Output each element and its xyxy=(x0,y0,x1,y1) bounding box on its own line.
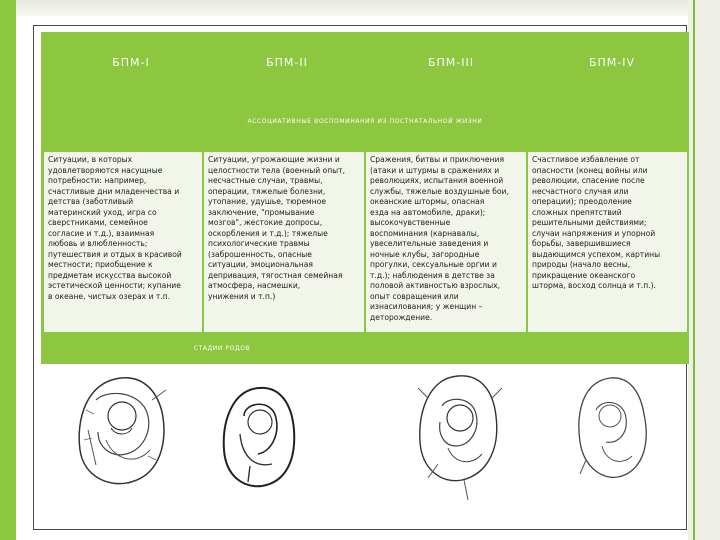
cell-text-bpm3: Сражения, битвы и приключения (атаки и штурмы в сражениях и революциях, испытания военной службы, тяжелые воздушные бои, океанские штормы, опасная езда на автомобиле, драки); высокочувственные воспоминания (карнавалы, увеселительные заведения и ночные клубы, загородные прогулки, сексуальные оргии и т.д.); наблюдения в детстве за половой активностью взрослых, опыт совращения или изнасилования; у женщин – деторождение. xyxy=(370,155,509,322)
cell-bpm1 xyxy=(44,152,202,332)
column-header-bpm4: БПМ-IV xyxy=(588,56,636,69)
table-subtitle: АССОЦИАТИВНЫЕ ВОСПОМИНАНИЯ ИЗ ПОСТНАТАЛЬНОЙ ЖИЗНИ xyxy=(247,118,483,125)
cell-bpm4 xyxy=(528,152,687,332)
fetus-stage-2-illustration xyxy=(214,382,304,492)
stage-2-drawing xyxy=(214,382,304,492)
column-header-bpm2: БПМ-II xyxy=(266,56,308,69)
stage-1-drawing xyxy=(66,370,176,490)
left-accent-bar xyxy=(0,0,16,540)
top-strip xyxy=(16,0,688,16)
stage-3-drawing xyxy=(408,368,508,502)
column-header-bpm1: БПМ-I xyxy=(112,56,150,69)
cell-bpm2 xyxy=(204,152,364,332)
stage-4-drawing xyxy=(566,370,656,488)
stages-label: СТАДИИ РОДОВ xyxy=(193,345,251,352)
fetus-stage-4-illustration xyxy=(566,370,656,488)
cell-text-bpm4: Счастливое избавление от опасности (конец войны или революции, спасение после несчастного случая или операции); преодоление сложных препятствий решительными действиями; случаи напряжения и упорной борьбы, завершившиеся выдающимся успехом, картины природы (начало весны, прикращение океанского шторма, восход солнца и т.п.). xyxy=(532,155,661,290)
right-accent-line xyxy=(693,0,695,540)
cell-text-bpm1: Ситуации, в которых удовлетворяются насущные потребности: например, счастливые дни младенчества и детства (заботливый материнский уход, игра со сверстниками, семейное согласие и т.д.), взаимная любовь и влюбленность; путешествия и отдых в красивой местности; приобщение к предметам искусства высокой эстетической ценности; купание в океане, чистых озерах и т.п. xyxy=(48,155,182,301)
fetus-stage-1-illustration xyxy=(66,370,176,490)
column-header-bpm3: БПМ-III xyxy=(427,56,474,69)
fetus-stage-3-illustration xyxy=(408,368,508,502)
cell-text-bpm2: Ситуации, угрожающие жизни и целостности тела (военный опыт, несчастные случаи, травмы, операции, тяжелые болезни, утопание, удушье, тюремное заключение, "промывание мозгов", жестокие допросы, оскорбления и т.д.); тяжелые психологические травмы (заброшенность, опасные ситуации, эмоциональная депривация, тягостная семейная атмосфера, насмешки, унижения и т.п.) xyxy=(208,155,345,301)
cell-bpm3 xyxy=(366,152,526,332)
